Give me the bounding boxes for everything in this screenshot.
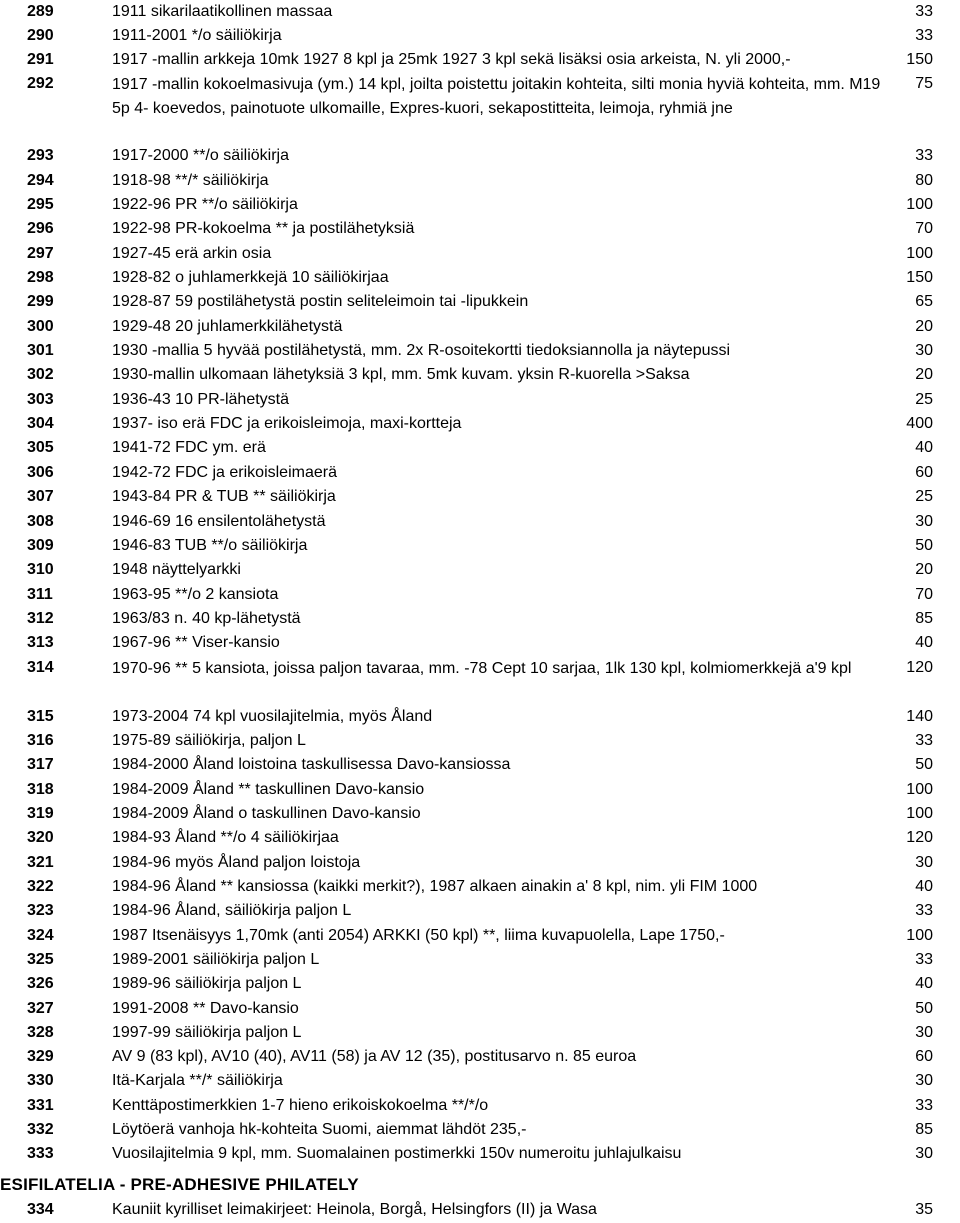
lot-price: 100 [906,927,933,944]
lot-description: 1917 -mallin kokoelmasivuja (ym.) 14 kpl, joilta poistettu joitakin kohteita, silti monia hyviä kohteita, mm. M19 5p 4- koevedos, painotuote ulkomaille, Expres-kuori, sekapostitteita, leimoja, ryhmiä jne [112,76,881,117]
lot-number: 297 [27,245,54,262]
lot-number: 298 [27,269,54,286]
lot-description: 1918-98 **/* säiliökirja [112,172,269,189]
lot-description: 1946-69 16 ensilentolähetystä [112,513,326,530]
lot-price: 35 [915,1201,933,1218]
lot-price: 100 [906,196,933,213]
lot-number: 312 [27,610,54,627]
lot-number: 302 [27,366,54,383]
lot-price: 30 [915,342,933,359]
lot-price: 65 [915,293,933,310]
lot-price: 150 [906,51,933,68]
lot-description: AV 9 (83 kpl), AV10 (40), AV11 (58) ja AV 12 (35), postitusarvo n. 85 euroa [112,1048,637,1065]
lot-description: 1941-72 FDC ym. erä [112,439,266,456]
lot-description: 1930-mallin ulkomaan lähetyksiä 3 kpl, mm. 5mk kuvam. yksin R-kuorella >Saksa [112,366,690,383]
lot-number: 320 [27,829,54,846]
lot-description: 1987 Itsenäisyys 1,70mk (anti 2054) ARKKI (50 kpl) **, liima kuvapuolella, Lape 1750,- [112,927,725,944]
lot-description: 1930 -mallia 5 hyvää postilähetystä, mm. 2x R-osoitekortti tiedoksiannolla ja näytepussi [112,342,731,359]
lot-description: 1975-89 säiliökirja, paljon L [112,732,306,749]
lot-description: Vuosilajitelmia 9 kpl, mm. Suomalainen postimerkki 150v numeroitu juhlajulkaisu [112,1145,682,1162]
lot-number: 331 [27,1097,54,1114]
lot-number: 322 [27,878,54,895]
lot-number: 325 [27,951,54,968]
lot-price: 140 [906,708,933,725]
lot-price: 40 [915,878,933,895]
lot-description: 1984-96 Åland ** kansiossa (kaikki merkit?), 1987 alkaen ainakin a' 8 kpl, nim. yli FIM 1000 [112,878,758,895]
lot-number: 317 [27,756,54,773]
lot-number: 330 [27,1072,54,1089]
lot-description: 1984-96 Åland, säiliökirja paljon L [112,902,352,919]
lot-description: Itä-Karjala **/* säiliökirja [112,1072,283,1089]
lot-price: 40 [915,634,933,651]
lot-description: 1943-84 PR & TUB ** säiliökirja [112,488,336,505]
lot-price: 30 [915,1145,933,1162]
lot-price: 33 [915,732,933,749]
lot-description: 1927-45 erä arkin osia [112,245,272,262]
lot-price: 50 [915,756,933,773]
lot-number: 309 [27,537,54,554]
lot-price: 70 [915,220,933,237]
lot-price: 30 [915,1072,933,1089]
lot-number: 303 [27,391,54,408]
lot-description: 1991-2008 ** Davo-kansio [112,1000,299,1017]
lot-price: 50 [915,537,933,554]
lot-description: 1929-48 20 juhlamerkkilähetystä [112,318,343,335]
lot-price: 25 [915,391,933,408]
lot-description: 1948 näyttelyarkki [112,561,241,578]
lot-price: 100 [906,805,933,822]
lot-price: 120 [906,829,933,846]
lot-price: 33 [915,951,933,968]
lot-description: 1963/83 n. 40 kp-lähetystä [112,610,301,627]
lot-description: 1911 sikarilaatikollinen massaa [112,3,333,20]
lot-price: 20 [915,318,933,335]
lot-description: 1917-2000 **/o säiliökirja [112,147,289,164]
lot-price: 33 [915,3,933,20]
lot-description: 1911-2001 */o säiliökirja [112,27,282,44]
lot-number: 313 [27,634,54,651]
lot-description: 1922-98 PR-kokoelma ** ja postilähetyksiä [112,220,415,237]
lot-price: 120 [906,659,933,676]
lot-number: 333 [27,1145,54,1162]
lot-description: Kauniit kyrilliset leimakirjeet: Heinola, Borgå, Helsingfors (II) ja Wasa [112,1201,597,1218]
lot-description: Kenttäpostimerkkien 1-7 hieno erikoiskokoelma **/*/o [112,1097,489,1114]
lot-number: 318 [27,781,54,798]
lot-price: 33 [915,27,933,44]
lot-price: 100 [906,245,933,262]
lot-number: 294 [27,172,54,189]
section-heading: ESIFILATELIA - PRE-ADHESIVE PHILATELY [0,1175,359,1194]
lot-price: 30 [915,1024,933,1041]
lot-description: 1922-96 PR **/o säiliökirja [112,196,298,213]
lot-number: 316 [27,732,54,749]
lot-price: 33 [915,147,933,164]
lot-price: 85 [915,1121,933,1138]
lot-number: 293 [27,147,54,164]
lot-number: 304 [27,415,54,432]
lot-number: 290 [27,27,54,44]
lot-number: 307 [27,488,54,505]
lot-number: 305 [27,439,54,456]
lot-price: 100 [906,781,933,798]
lot-description: 1984-2009 Åland ** taskullinen Davo-kansio [112,781,425,798]
lot-description: 1984-2009 Åland o taskullinen Davo-kansio [112,805,421,822]
lot-price: 20 [915,366,933,383]
lot-description: 1984-93 Åland **/o 4 säiliökirjaa [112,829,339,846]
lot-number: 301 [27,342,54,359]
lot-price: 70 [915,586,933,603]
lot-description: 1942-72 FDC ja erikoisleimaerä [112,464,337,481]
lot-number: 291 [27,51,54,68]
lot-description: 1936-43 10 PR-lähetystä [112,391,289,408]
lot-description: 1997-99 säiliökirja paljon L [112,1024,302,1041]
lot-number: 321 [27,854,54,871]
lot-description: 1989-2001 säiliökirja paljon L [112,951,320,968]
lot-price: 85 [915,610,933,627]
lot-number: 300 [27,318,54,335]
lot-number: 315 [27,708,54,725]
lot-description: 1937- iso erä FDC ja erikoisleimoja, maxi-kortteja [112,415,462,432]
lot-price: 50 [915,1000,933,1017]
lot-number: 306 [27,464,54,481]
lot-description: 1917 -mallin arkkeja 10mk 1927 8 kpl ja 25mk 1927 3 kpl sekä lisäksi osia arkeista, N. yli 2000,- [112,51,791,68]
lot-description: 1989-96 säiliökirja paljon L [112,975,302,992]
lot-price: 60 [915,464,933,481]
lot-number: 299 [27,293,54,310]
lot-number: 326 [27,975,54,992]
lot-description: 1963-95 **/o 2 kansiota [112,586,279,603]
lot-description: 1967-96 ** Viser-kansio [112,634,280,651]
lot-number: 292 [27,75,54,92]
lot-price: 60 [915,1048,933,1065]
lot-number: 329 [27,1048,54,1065]
lot-number: 308 [27,513,54,530]
lot-number: 324 [27,927,54,944]
lot-number: 296 [27,220,54,237]
lot-description: 1984-96 myös Åland paljon loistoja [112,854,361,871]
lot-number: 295 [27,196,54,213]
lot-description: 1973-2004 74 kpl vuosilajitelmia, myös Åland [112,708,433,725]
lot-description: 1984-2000 Åland loistoina taskullisessa Davo-kansiossa [112,756,511,773]
lot-description: 1970-96 ** 5 kansiota, joissa paljon tavaraa, mm. -78 Cept 10 sarjaa, 1lk 130 kpl, kolmiomerkkejä a'9 kpl [112,660,852,677]
lot-price: 150 [906,269,933,286]
lot-description: 1928-87 59 postilähetystä postin seliteleimoin tai -lipukkein [112,293,529,310]
lot-price: 33 [915,1097,933,1114]
lot-description: 1928-82 o juhlamerkkejä 10 säiliökirjaa [112,269,389,286]
lot-number: 323 [27,902,54,919]
lot-price: 80 [915,172,933,189]
lot-number: 334 [27,1201,54,1218]
lot-number: 327 [27,1000,54,1017]
lot-number: 310 [27,561,54,578]
lot-number: 314 [27,659,54,676]
lot-number: 332 [27,1121,54,1138]
lot-description: Löytöerä vanhoja hk-kohteita Suomi, aiemmat lähdöt 235,- [112,1121,527,1138]
lot-price: 25 [915,488,933,505]
lot-number: 328 [27,1024,54,1041]
lot-price: 40 [915,439,933,456]
lot-description: 1946-83 TUB **/o säiliökirja [112,537,308,554]
lot-price: 30 [915,854,933,871]
lot-number: 319 [27,805,54,822]
lot-number: 311 [27,586,53,603]
lot-price: 400 [906,415,933,432]
lot-price: 20 [915,561,933,578]
lot-price: 75 [915,75,933,92]
lot-number: 289 [27,3,54,20]
lot-price: 30 [915,513,933,530]
lot-price: 33 [915,902,933,919]
lot-price: 40 [915,975,933,992]
